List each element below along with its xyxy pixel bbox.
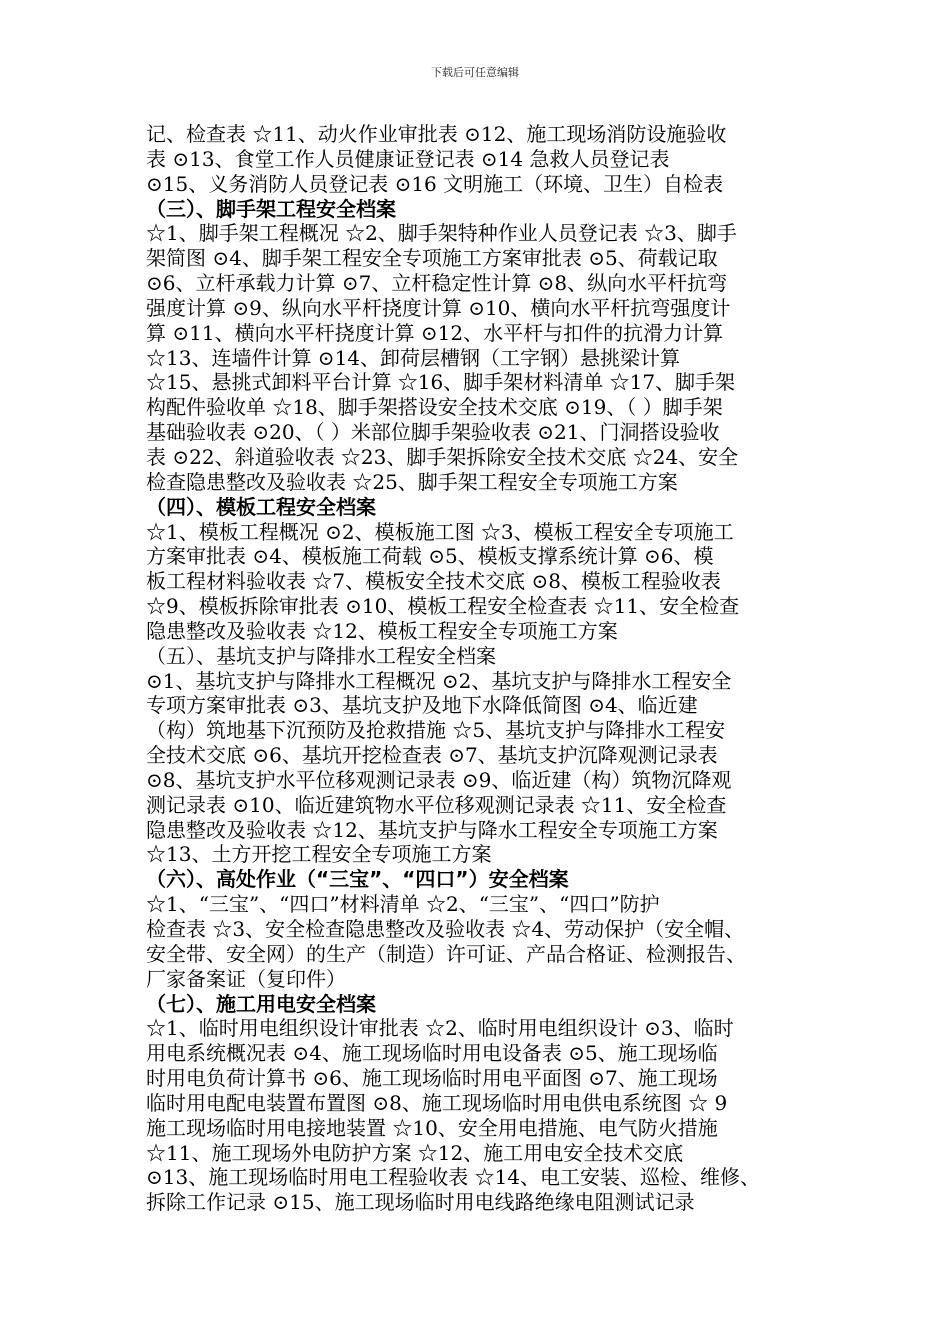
- text-line: ☆15、悬挑式卸料平台计算 ☆16、脚手架材料清单 ☆17、脚手架: [146, 370, 736, 395]
- text-line: ☆9、模板拆除审批表 ⊙10、模板工程安全检查表 ☆11、安全检查: [146, 594, 740, 619]
- text-line: ☆13、连墙件计算 ⊙14、卸荷层槽钢（工字钢）悬挑梁计算: [146, 345, 681, 370]
- text-line: ☆13、土方开挖工程安全专项施工方案: [146, 842, 492, 867]
- text-line: 板工程材料验收表 ☆7、模板安全技术交底 ⊙8、模板工程验收表: [146, 569, 721, 594]
- text-line: （构）筑地基下沉预防及抢救措施 ☆5、基坑支护与降排水工程安: [146, 718, 726, 743]
- text-line: 构配件验收单 ☆18、脚手架搭设安全技术交底 ⊙19、（ ）脚手架: [146, 395, 723, 420]
- text-line: 隐患整改及验收表 ☆12、模板工程安全专项施工方案: [146, 618, 618, 643]
- text-line: ☆1、模板工程概况 ⊙2、模板施工图 ☆3、模板工程安全专项施工: [146, 519, 734, 544]
- text-line: 用电系统概况表 ⊙4、施工现场临时用电设备表 ⊙5、施工现场临: [146, 1041, 718, 1066]
- text-line: 基础验收表 ⊙20、（ ）米部位脚手架验收表 ⊙21、门洞搭设验收: [146, 420, 720, 445]
- text-line: 隐患整改及验收表 ☆12、基坑支护与降水工程安全专项施工方案: [146, 817, 718, 842]
- text-line: 临时用电配电装置布置图 ⊙8、施工现场临时用电供电系统图 ☆ 9: [146, 1090, 728, 1115]
- text-line: ☆11、施工现场外电防护方案 ☆12、施工用电安全技术交底: [146, 1140, 684, 1165]
- section-heading: （三）、脚手架工程安全档案: [146, 196, 396, 221]
- text-line: 算 ⊙11、横向水平杆挠度计算 ⊙12、水平杆与扣件的抗滑力计算: [146, 320, 724, 345]
- text-line: ⊙6、立杆承载力计算 ⊙7、立杆稳定性计算 ⊙8、纵向水平杆抗弯: [146, 271, 728, 296]
- text-line: 表 ⊙22、斜道验收表 ☆23、脚手架拆除安全技术交底 ☆24、安全: [146, 444, 739, 469]
- text-line: ☆1、“三宝”、“四口”材料清单 ☆2、“三宝”、“四口”防护: [146, 892, 660, 917]
- text-line: 测记录表 ⊙10、临近建筑物水平位移观测记录表 ☆11、安全检查: [146, 792, 727, 817]
- text-line: 施工现场临时用电接地装置 ☆10、安全用电措施、电气防火措施: [146, 1115, 718, 1140]
- text-line: 时用电负荷计算书 ⊙6、施工现场临时用电平面图 ⊙7、施工现场: [146, 1066, 718, 1091]
- text-line: 强度计算 ⊙9、纵向水平杆挠度计算 ⊙10、横向水平杆抗弯强度计: [146, 295, 731, 320]
- text-line: ⊙1、基坑支护与降排水工程概况 ⊙2、基坑支护与降排水工程安全: [146, 668, 732, 693]
- text-line: 架简图 ⊙4、脚手架工程安全专项施工方案审批表 ⊙5、荷载记取: [146, 246, 718, 271]
- text-line: 表 ⊙13、食堂工作人员健康证登记表 ⊙14 急救人员登记表: [146, 146, 670, 171]
- text-line: ⊙13、施工现场临时用电工程验收表 ☆14、电工安装、巡检、维修、: [146, 1165, 761, 1190]
- text-line: 检查隐患整改及验收表 ☆25、脚手架工程安全专项施工方案: [146, 469, 678, 494]
- page-header: 下载后可任意编辑: [431, 66, 519, 79]
- text-line: ⊙15、义务消防人员登记表 ⊙16 文明施工（环境、卫生）自检表: [146, 171, 724, 196]
- document-body: [146, 122, 826, 1215]
- text-line: 拆除工作记录 ⊙15、施工现场临时用电线路绝缘电阻测试记录: [146, 1190, 695, 1215]
- text-line: 方案审批表 ⊙4、模板施工荷载 ⊙5、模板支撑系统计算 ⊙6、模: [146, 544, 714, 569]
- text-line: ☆1、脚手架工程概况 ☆2、脚手架特种作业人员登记表 ☆3、脚手: [146, 221, 737, 246]
- text-line: 检查表 ☆3、安全检查隐患整改及验收表 ☆4、劳动保护（安全帽、: [146, 917, 745, 941]
- text-line: 专项方案审批表 ⊙3、基坑支护及地下水降低简图 ⊙4、临近建: [146, 693, 698, 718]
- section-heading: （四）、模板工程安全档案: [146, 494, 376, 519]
- text-line: 厂家备案证（复印件）: [146, 966, 346, 991]
- text-line: 安全带、安全网）的生产（制造）许可证、产品合格证、检测报告、: [146, 941, 746, 966]
- text-line: ⊙8、基坑支护水平位移观测记录表 ⊙9、临近建（构）筑物沉降观: [146, 767, 732, 792]
- section-heading: （六）、高处作业（“三宝”、“四口”）安全档案: [146, 867, 569, 892]
- section-heading: （七）、施工用电安全档案: [146, 991, 376, 1016]
- text-line: 全技术交底 ⊙6、基坑开挖检查表 ⊙7、基坑支护沉降观测记录表: [146, 743, 718, 768]
- text-line: ☆1、临时用电组织设计审批表 ☆2、临时用电组织设计 ⊙3、临时: [146, 1016, 734, 1041]
- text-line: （五）、基坑支护与降排水工程安全档案: [146, 643, 496, 668]
- text-line: 记、检查表 ☆11、动火作业审批表 ⊙12、施工现场消防设施验收: [146, 122, 727, 146]
